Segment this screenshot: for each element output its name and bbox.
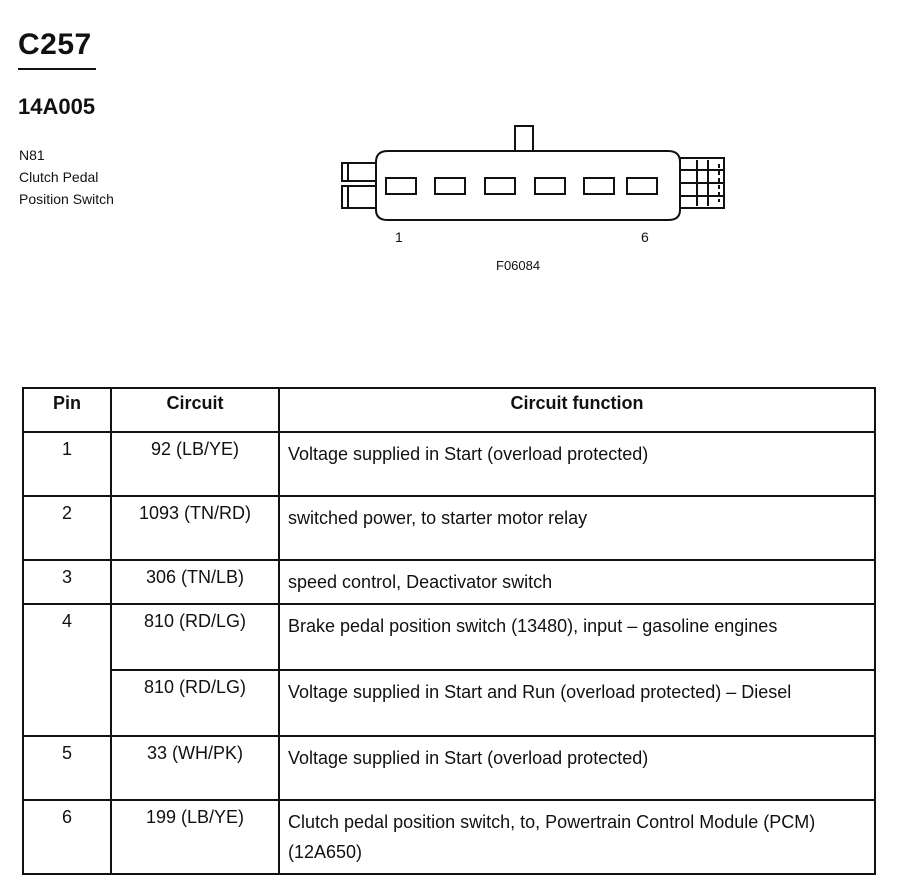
pin-cell: 5	[23, 736, 111, 800]
pin-cavity	[627, 178, 657, 194]
table-row	[23, 800, 875, 874]
left-latch	[342, 163, 376, 208]
pin-cavity	[535, 178, 565, 194]
table-row	[23, 736, 875, 800]
circuit-cell: 810 (RD/LG)	[111, 604, 279, 670]
figure-id: F06084	[496, 258, 541, 273]
table-row	[23, 432, 875, 496]
header-circuit: Circuit	[111, 388, 279, 432]
pin-cavity	[435, 178, 465, 194]
circuit-cell: 1093 (TN/RD)	[111, 496, 279, 560]
function-cell: Brake pedal position switch (13480), input – gasoline engines	[279, 604, 875, 670]
circuit-cell: 33 (WH/PK)	[111, 736, 279, 800]
connector-body	[376, 151, 680, 220]
pin-cavity	[386, 178, 416, 194]
description-line: Clutch Pedal	[19, 169, 99, 185]
function-cell: speed control, Deactivator switch	[279, 560, 875, 604]
pin-cell: 6	[23, 800, 111, 874]
right-latch	[680, 158, 724, 208]
description-line: N81	[19, 147, 45, 163]
header-pin: Pin	[23, 388, 111, 432]
table-row	[23, 496, 875, 560]
circuit-cell: 306 (TN/LB)	[111, 560, 279, 604]
table-row	[23, 604, 875, 670]
pin-table	[22, 387, 876, 875]
pin-cell: 3	[23, 560, 111, 604]
connector-key-tab	[515, 126, 533, 151]
part-number: 14A005	[18, 94, 96, 119]
title-underline	[18, 68, 96, 70]
pin-cell: 2	[23, 496, 111, 560]
connector-id: C257	[18, 28, 92, 61]
function-cell: Voltage supplied in Start and Run (overload protected) – Diesel	[279, 670, 875, 736]
pin-1-label: 1	[395, 229, 403, 245]
description-line: Position Switch	[19, 191, 114, 207]
component-description	[19, 144, 114, 210]
function-cell: Clutch pedal position switch, to, Powertrain Control Module (PCM) (12A650)	[279, 800, 875, 874]
circuit-cell: 92 (LB/YE)	[111, 432, 279, 496]
function-cell: Voltage supplied in Start (overload protected)	[279, 736, 875, 800]
pin-cavity	[584, 178, 614, 194]
pin-cell: 4	[23, 604, 111, 736]
circuit-cell: 810 (RD/LG)	[111, 670, 279, 736]
pin-cell: 1	[23, 432, 111, 496]
pin-cavity	[485, 178, 515, 194]
table-row	[23, 560, 875, 604]
function-cell: Voltage supplied in Start (overload protected)	[279, 432, 875, 496]
circuit-cell: 199 (LB/YE)	[111, 800, 279, 874]
header-circuit-function: Circuit function	[279, 388, 875, 432]
function-cell: switched power, to starter motor relay	[279, 496, 875, 560]
pin-6-label: 6	[641, 229, 649, 245]
table-header-row	[23, 388, 875, 432]
connector-face-diagram	[330, 120, 750, 230]
table-row	[23, 670, 875, 736]
